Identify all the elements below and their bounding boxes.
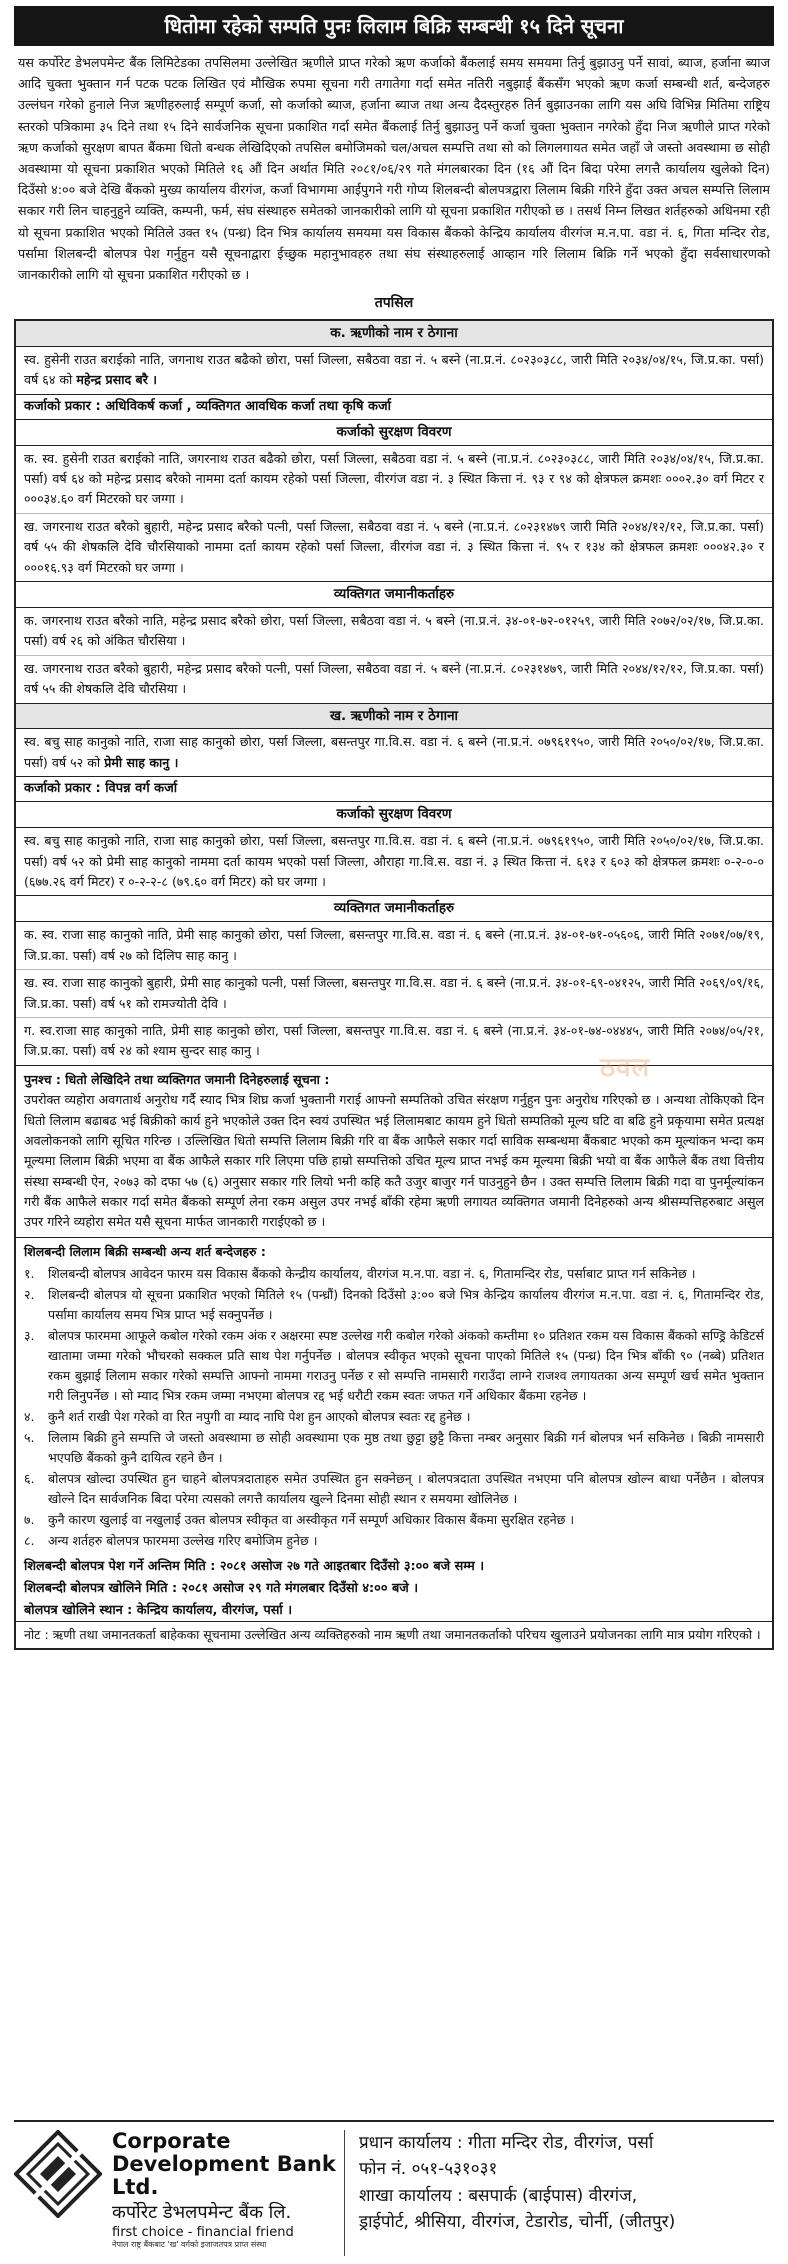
borrower-2-loan-type: कर्जाको प्रकार : विपन्न वर्ग कर्जा xyxy=(24,781,178,797)
opening-date: शिलबन्दी बोलपत्र खोलिने मिति : २०८१ असोज २९ गते मंगलबार दिउँसो ४:०० बजे । xyxy=(24,1580,419,1596)
term-text: बोलपत्र फारममा आफूले कबोल गरेको रकम अंक र अक्षरमा स्पष्ट उल्लेख गरी कबोल गरेको अंकको कम्तीमा १० प्रतिशत रकम यस विकास बैंकको सण्ड्रि केडिटर्स खातामा जम्मा गरेको भौचरको सक्कल प्रति साथ पेश गर्नुपर्नेछ । बोलपत्र स्वीकृत भएको सूचना पाएको मितिले १५ (पन्ध्र) दिन भित्र बाँकी ९० (नब्बे) प्रतिशत रकम बुझाई लिलाम सकार गरेको सम्पत्ति आफ्नो नाममा गराउनु पर्नेछ र सो सम्पत्ति नामसारी गराउँदा लाग्ने राजश्व लगायतका अन्य सम्पूर्ण खर्च समेत भुक्तान गरी लिनुपर्नेछ । सो म्याद भित्र रकम जम्मा नभएमा बोलपत्र रद्द भई धरौटी रकम स्वतः जफत गर्ने अधिकार बैंकमा रहनेछ । xyxy=(48,1327,764,1403)
reminder-body: उपरोक्त व्यहोरा अवगतार्थ अनुरोध गर्दै स्याद भित्र शिघ्र कर्जा भुक्तानी गराई आफ्नो सम्पतिको उचित संरक्षण गर्नुहुन पुनः अनुरोध गरिएको छ । अन्यथा तोकिएको दिन धितो लिलाम बढाबढ भई बिक्रीको कार्य हुने भएकोले उक्त दिन स्वयं उपस्थित भई लिलामबाट कायम हुने धितो सम्पतिको मूल्य घटि वा बढि हुने प्रकृयामा समेत प्रत्यक्ष अवलोकनको लागि सूचित गरिन्छ । उल्लिखित धितो सम्पत्ति लिलाम बिक्री गरि वा बैंक आफैले सकार गर्दा साविक सम्बन्धमा बैंकबाट भएको कम मूल्यांकन भन्दा कम मूल्यमा लिलाम बिक्री भएमा वा बैंक आफैले सकार गरि लिएमा पछि हाम्रो सम्पत्तिको उचित मूल्य प्राप्त नभई कम मूल्यमा बिक्री भयो वा बैंक आफैले बैंक तथा वित्तीय संस्था सम्बन्धी ऐन, २०७३ को दफा ५७ (६) अनुसार सकार गरि लियो भनी कहि कतै उजुर बाजुर गर्न पाउनुहुने छैन । उक्त सम्पत्ति लिलाम बिक्री गदा वा पुनर्मूल्यांकन गरी बैंक आफैले सकार गर्दा समेत बैंकको सम्पूर्ण लेना रकम असुल उपर नभई बाँकी रहेमा ऋणी लगायत व्यक्तिगत जमानी दिनेहरुको अन्य श्रीसम्पत्तिहरुबाट असुल उपर गरिने व्यहोरा समेत यसै सूचना मार्फत जानकारी गराईएको छ । xyxy=(24,1092,764,1230)
borrower-1-address: स्व. हुसेनी राउत बराईको नाति, जगनाथ राउत बढैको छोरा, पर्सा जिल्ला, सबैठवा वडा नं. ५ बस्ने (ना.प्र.नं. ८०२३०३८८, जारी मिति २०३४/०४/१५, जि.प्र.का. पर्सा) वर्ष ६४ को xyxy=(24,351,764,388)
bank-tagline: first choice - financial friend xyxy=(112,2224,294,2240)
terms-heading: शिलबन्दी लिलाम बिक्री सम्बन्धी अन्य शर्त बन्देजहरु : xyxy=(24,1243,266,1259)
term-number: २. xyxy=(24,1286,35,1302)
term-item xyxy=(24,1510,764,1530)
watermark: ठवल xyxy=(600,1053,651,1083)
borrower-1-guarantor: ख. जगरनाथ राउत बरैको बुहारी, महेन्द्र प्रसाद बरैको पत्नी, पर्सा जिल्ला, सबैठवा वडा नं. ५ बस्ने (ना.प्र.नं. ८०२३१४७९, जारी मिति २०४४/१२/१२, जि.प्र.का. पर्सा) वर्ष ५५ की शेषकलि देवि चौरसिया । xyxy=(16,655,772,703)
details-table xyxy=(14,319,774,1650)
terms-list xyxy=(16,1238,772,1556)
borrower-1-security-heading: कर्जाको सुरक्षण विवरण xyxy=(16,420,772,446)
term-number: ४. xyxy=(24,1408,35,1424)
term-number: ५. xyxy=(24,1429,35,1445)
borrower-2-address: स्व. बचु साह कानुको नाति, राजा साह कानुको छोरा, पर्सा जिल्ला, बसन्तपुर गा.वि.स. वडा नं. ६ बस्ने (ना.प्र.नं. ०७९६१९५०, जारी मिति २०५०/०२/१७, जि.प्र.का. पर्सा) वर्ष ५२ को xyxy=(24,734,764,770)
term-text: कुनै कारण खुलाई वा नखुलाई उक्त बोलपत्र स्वीकृत वा अस्वीकृत गर्ने सम्पूर्ण अधिकार विकास बैंकमा सुरक्षित रहनेछ । xyxy=(48,1511,575,1527)
term-number: ३. xyxy=(24,1327,35,1343)
term-text: शिलबन्दी बोलपत्र आवेदन फारम यस विकास बैंकको केन्द्रीय कार्यालय, वीरगंज म.न.पा. वडा नं. ६, गितामन्दिर रोड, पर्साबाट प्राप्त गर्न सकिनेछ । xyxy=(48,1265,696,1281)
term-item xyxy=(24,1407,764,1427)
phone-number: फोन नं. ०५१-५३१०३१ xyxy=(359,2159,498,2180)
head-office-address: प्रधान कार्यालय : गीता मन्दिर रोड, वीरगंज, पर्सा xyxy=(359,2133,654,2153)
term-text: अन्य शर्तहरु बोलपत्र फारममा उल्लेख गरिए बमोजिम हुनेछ । xyxy=(48,1532,318,1548)
borrower-2-block xyxy=(16,704,772,778)
borrower-1-security-block xyxy=(16,420,772,582)
borrower-2-security-block xyxy=(16,802,772,896)
bank-name-block xyxy=(112,2130,344,2250)
contact-block xyxy=(344,2130,774,2256)
borrower-2-security-item: स्व. बचु साह कानुको नाति, राजा साह कानुको छोरा, पर्सा जिल्ला, बसन्तपुर गा.वि.स. वडा नं. ६ बस्ने (ना.प्र.नं. ०७९६१९५०, जारी मिति २०५०/०२/१७, जि.प्र.का. पर्सा) वर्ष ५२ को प्रेमी साह कानुको नाममा दर्ता कायम भएको पर्सा जिल्ला, औराहा गा.वि.स. वडा नं. ३ स्थित कित्ता नं. ६१३ र ६०३ को क्षेत्रफल क्रमशः ०-२-०-० (६७७.२६ वर्ग मिटर) र ०-२-२-८ (७९.६० वर्ग मिटर) को घर जग्गा । xyxy=(24,833,764,890)
term-item xyxy=(24,1428,764,1468)
bank-license-note: नेपाल राष्ट्र बैंकबाट 'ख' वर्गको इजाजतपत्र प्राप्त संस्था xyxy=(112,2240,267,2250)
bank-branding xyxy=(14,2130,344,2256)
borrower-1-text xyxy=(16,347,772,394)
bank-name-english: Corporate Development Bank Ltd. xyxy=(112,2129,336,2200)
terms-items xyxy=(24,1264,764,1551)
borrower-2-security-heading: कर्जाको सुरक्षण विवरण xyxy=(16,802,772,828)
reminder-text xyxy=(16,1066,772,1237)
term-item xyxy=(24,1285,764,1325)
bank-name-nepali: कर्पोरेट डेभलपमेन्ट बैंक लि. xyxy=(112,2202,292,2224)
borrower-2-loan-type-block xyxy=(16,777,772,802)
borrower-2-heading: ख. ऋणीको नाम र ठेगाना xyxy=(16,704,772,730)
term-item xyxy=(24,1264,764,1284)
borrower-1-security-item: ख. जगरनाथ राउत बरैको बुहारी, महेन्द्र प्रसाद बरैको पत्नी, पर्सा जिल्ला, सबैठवा वडा नं. ५ बस्ने (ना.प्र.नं. ८०२३१४७९ जारी मिति २०४४/१२/१२, जि.प्र.का. पर्सा) वर्ष ५५ की शेषकलि देवि चौरसियाको नाममा दर्ता कायम रहेको पर्सा जिल्ला, वीरगंज वडा नं. ३ स्थित कित्ता नं. ९५ र १३४ को क्षेत्रफल क्रमशः ०००४२.३० र ०००१६.९३ वर्ग मिटरको घर जग्गा । xyxy=(16,513,772,581)
term-item xyxy=(24,1326,764,1406)
borrower-2-guarantor-block xyxy=(16,896,772,1065)
branch-offices-line-2: ड्राईपोर्ट, श्रीसिया, वीरगंज, टेडारोड, चोर्नी, (जीतपुर) xyxy=(359,2212,676,2233)
borrower-1-guarantor-block xyxy=(16,582,772,703)
borrower-1-security-item: क. स्व. हुसेनी राउत बराईको नाति, जगरनाथ राउत बढैको छोरा, पर्सा जिल्ला, सबैठवा वडा नं. ५ बस्ने (ना.प्र.नं. ८०२३०३८८, जारी मिति २०३४/०४/१५, जि.प्र.का. पर्सा) वर्ष ६४ को महेन्द्र प्रसाद बरैको नाममा दर्ता कायम रहेको पर्सा जिल्ला, वीरगंज वडा नं. ३ स्थित कित्ता नं. ९३ र ९४ को क्षेत्रफल क्रमशः ०००२.३० वर्ग मिटर र ०००३४.६० वर्ग मिटरको घर जग्गा । xyxy=(24,450,764,507)
term-number: १. xyxy=(24,1265,35,1281)
borrower-2-name: प्रेमी साह कानु । xyxy=(104,754,179,770)
intro-paragraph: यस कर्पोरेट डेभलपमेन्ट बैंक लिमिटेडका तपसिलमा उल्लेखित ऋणीले प्राप्त गरेको ऋण कर्जाको बैंकलाई समय समयमा तिर्नु बुझाउनु पर्ने सावां, ब्याज, हर्जाना ब्याज आदि चुक्ता भुक्तान गर्न पटक पटक लिखित एवं मौखिक रुपमा सूचना गरी तगातेगा गर्दा समेत नतिरी नबुझाई बैंकसँग भएको ऋण कर्जा सम्बन्धी शर्त, बन्देजहरु उल्लंघन गरेको हुनाले निज ऋणीहरुलाई सम्पूर्ण कर्जा, सो कर्जाको ब्याज, हर्जाना ब्याज तथा अन्य दैदस्तुरहरु तिर्न बुझाउनका लागि यस अघि विभिन्न मितिमा राष्ट्रिय स्तरको पत्रिकामा ३५ दिने तथा १५ दिने सार्वजनिक सूचना प्रकाशित गर्दा समेत बैंकलाई तिर्नु बुझाउनु पर्ने कर्जा चुक्ता भुक्तान नगरेको हुँदा निज ऋणीले प्राप्त गरेको ऋण कर्जाको सुरक्षण बापत बैंकमा धितो बन्धक लेखिदिएको तपसिल बमोजिमको चल/अचल सम्पत्ति तथा सो को लिगलगायत समेत जहाँ जे जस्तो अवस्थामा छ सोही अवस्थामा यो सूचना प्रकाशित भएको मितिले १६ औं दिन अर्थात मिति २०८१/०६/२९ गते मंगलबारका दिन (१६ औं दिन बिदा परेमा लगत्तै कार्यालय खुलेको दिन) दिउँसो ४:०० बजे देखि बैंकको मुख्य कार्यालय वीरगंज, कर्जा विभागमा आईपुगने गरी गोप्य शिलबन्दी बोलपत्रद्वारा लिलाम बिक्री गरिने हुँदा उक्त अचल सम्पत्ति लिलाम सकार गरी लिन चाहनुहुने व्यक्ति, कम्पनी, फर्म, संघ संस्थाहरु समेतको जानकारीको लागि यो सूचना प्रकाशित गरीएको छ । तसर्थ निम्न लिखत शर्तहरुको अधिनमा रही यो सूचना प्रकाशित भएको मितिले उक्त १५ (पन्ध्र) दिन भित्र कार्यालय समयमा यस विकास बैंकको केन्द्रिय कार्यालय वीरगंज म.न.पा. वडा नं. ६, गिता मन्दिर रोड, पर्सामा शिलबन्दी बोलपत्र पेश गर्नुहुन यसै सूचनाद्वारा ईच्छुक महानुभावहरु तथा संघ संस्थाहरुलाई आव्हान गरि लिलाम बिक्रि गर्ने भएको हुँदा सर्वसाधारणको जानकारीको लागि यो सूचना प्रकाशित गरीएको छ । xyxy=(18,55,770,283)
borrower-2-guarantor-heading: व्यक्तिगत जमानीकर्ताहरु xyxy=(16,896,772,922)
borrower-1-guarantor-heading: व्यक्तिगत जमानीकर्ताहरु xyxy=(16,582,772,608)
note: नोट : ऋणी तथा जमानतकर्ता बाहेकका सूचनामा उल्लेखित अन्य व्यक्तिहरुको नाम ऋणी तथा जमानतकर्ताको परिचय खुलाउने प्रयोजनका लागि मात्र प्रयोग गरिएको । xyxy=(16,1621,772,1648)
term-item xyxy=(24,1469,764,1509)
borrower-1-loan-type-block xyxy=(16,395,772,420)
borrower-2-guarantor: ख. स्व. राजा साह कानुको बुहारी, प्रेमी साह कानुको पत्नी, पर्सा जिल्ला, बसन्तपुर गा.वि.स. वडा नं. ६ बस्ने (ना.प्र.नं. ३४-०१-६९-०४१२५, जारी मिति २०६९/०९/१६, जि.प्र.का. पर्सा) वर्ष ५१ को रामज्योती देवि । xyxy=(16,969,772,1017)
term-number: ७. xyxy=(24,1511,35,1527)
opening-venue: बोलपत्र खोलिने स्थान : केन्द्रिय कार्यालय, वीरगंज, पर्सा । xyxy=(24,1602,293,1618)
borrower-2-guarantor: ग. स्व.राजा साह कानुको नाति, प्रेमी साह कानुको छोरा, पर्सा जिल्ला, बसन्तपुर गा.वि.स. वडा नं. ६ बस्ने (ना.प्र.नं. ३४-०१-७४-०४४४५, जारी मिति २०७४/०५/२१, जि.प्र.का. पर्सा) वर्ष २४ को श्याम सुन्दर साह कानु । xyxy=(16,1017,772,1065)
branch-offices-line-1: शाखा कार्यालय : बसपार्क (बाईपास) वीरगंज, xyxy=(359,2185,638,2206)
reminder-heading: पुनश्च : धितो लेखिदिने तथा व्यक्तिगत जमानी दिनेहरुलाई सूचना : xyxy=(24,1071,330,1087)
footer xyxy=(14,2120,774,2256)
borrower-1-name: महेन्द्र प्रसाद बरै । xyxy=(76,372,158,388)
submission-deadline: शिलबन्दी बोलपत्र पेश गर्ने अन्तिम मिति : २०८१ असोज २७ गते आइतबार दिउँसो ३:०० बजे सम्म । xyxy=(24,1558,485,1574)
details-heading: तपसिल xyxy=(374,295,414,312)
borrower-1-heading: क. ऋणीको नाम र ठेगाना xyxy=(16,321,772,347)
reminder-block xyxy=(16,1066,772,1238)
term-item xyxy=(24,1531,764,1551)
term-text: शिलबन्दी बोलपत्र यो सूचना प्रकाशित भएको मितिले १५ (पन्ध्रौं) दिनको दिउँसो ३:०० बजे भित्र केन्द्रिय कार्यालय वीरगंज म.न.पा. वडा नं. ६, गितामन्दिर रोड, पर्सामा कार्यालय समय भित्र प्राप्त भई सक्नुपर्नेछ । xyxy=(48,1286,764,1322)
borrower-2-guarantor: क. स्व. राजा साह कानुको नाति, प्रेमी साह कानुको छोरा, पर्सा जिल्ला, बसन्तपुर गा.वि.स. वडा नं. ६ बस्ने (ना.प्र.नं. ३४-०१-७१-०५६०६, जारी मिति २०७१/०७/१९, जि.प्र.का. पर्सा) वर्ष २७ को दिलिप साह कानु । xyxy=(24,927,764,963)
term-text: लिलाम बिक्री हुने सम्पत्ति जे जस्तो अवस्थामा छ सोही अवस्थामा एक मुष्ठ तथा छुट्टा छुट्टै कित्ता नम्बर अनुसार बिक्री गर्न बोलपत्र भर्न सकिनेछ । बिक्री नामसारी भएपछि बैंकको कुनै दायित्व रहने छैन । xyxy=(48,1429,764,1465)
term-number: ८. xyxy=(24,1532,35,1548)
borrower-2-text xyxy=(16,729,772,776)
term-number: ६. xyxy=(24,1470,35,1486)
borrower-1-guarantor: क. जगरनाथ राउत बरैको नाति, महेन्द्र प्रसाद बरैको छोरा, पर्सा जिल्ला, सबैठवा वडा नं. ५ बस्ने (ना.प्र.नं. ३४-०१-७२-०१२५९, जारी मिति २०७२/०२/१७, जि.प्र.का. पर्सा) वर्ष २६ को अंकित चौरसिया । xyxy=(24,612,764,649)
notice-title: धितोमा रहेको सम्पति पुनः लिलाम बिक्रि सम्बन्धी १५ दिने सूचना xyxy=(14,6,774,46)
bank-logo-icon xyxy=(14,2130,102,2218)
terms-block xyxy=(16,1238,772,1648)
term-text: बोलपत्र खोल्दा उपस्थित हुन चाहने बोलपत्रदाताहरु समेत उपस्थित हुन सक्नेछन् । बोलपत्रदाता उपस्थित नभएमा पनि बोलपत्र खोल्न बाधा पर्नेछैन । बोलपत्र खोल्ने दिन सार्वजनिक बिदा परेमा त्यसको लगत्तै कार्यालय खुल्ने दिनमा सोही स्थान र समयमा खोलिनेछ । xyxy=(48,1470,764,1506)
borrower-1-block xyxy=(16,321,772,395)
term-text: कुनै शर्त राखी पेश गरेको वा रित नपुगी वा म्याद नाघि पेश हुन आएको बोलपत्र स्वतः रद्द हुनेछ । xyxy=(48,1408,471,1424)
borrower-1-loan-type: कर्जाको प्रकार : अधिविकर्ष कर्जा , व्यक्तिगत आवधिक कर्जा तथा कृषि कर्जा xyxy=(24,398,391,414)
